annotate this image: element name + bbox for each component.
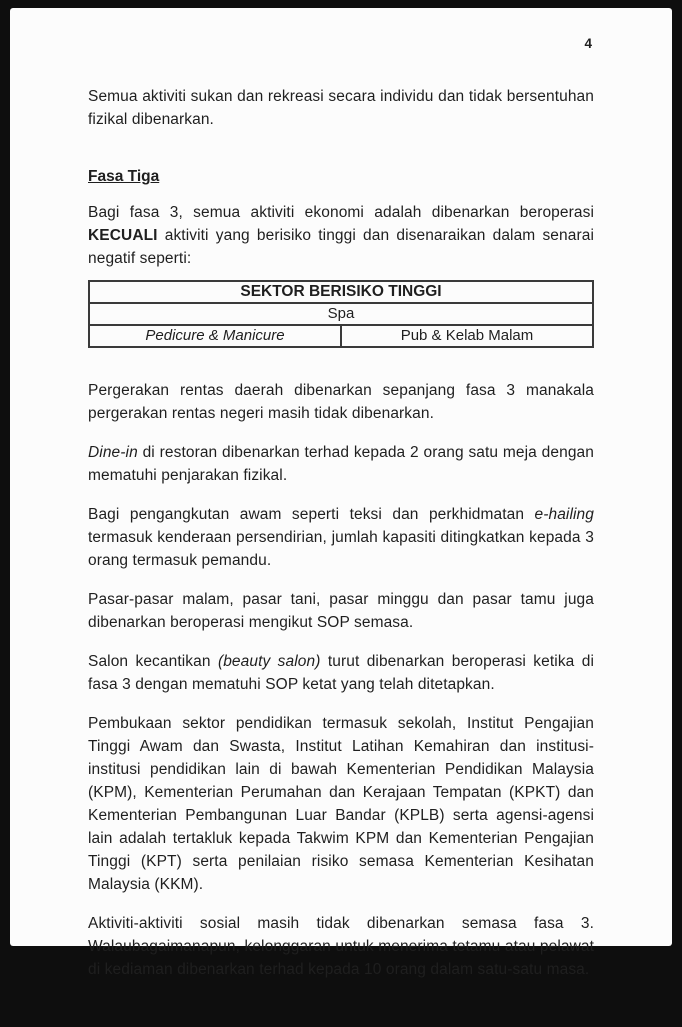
paragraph-sukan-rekreasi: Semua aktiviti sukan dan rekreasi secara individu dan tidak bersentuhan fizikal dibenarkan. xyxy=(88,88,594,128)
dine-in-italic-text: Dine-in xyxy=(88,444,138,461)
paragraph-pengangkutan-awam xyxy=(88,503,594,572)
beauty-salon-italic-text: (beauty salon) xyxy=(217,653,321,670)
page-number: 4 xyxy=(584,36,592,51)
paragraph-pembukaan-pendidikan: Pembukaan sektor pendidikan termasuk sekolah, Institut Pengajian Tinggi Awam dan Swasta, Institut Latihan Kemahiran dan institusi-institusi pendidikan lain di bawah Kementerian Pendidikan Malaysia (KPM), Kementerian Perumahan dan Kerajaan Tempatan (KPKT) dan Kementerian Pembangunan Luar Bandar (KPLB) serta agensi-agensi lain adalah tertakluk kepada Takwim KPM dan Kementerian Pengajian Tinggi (KPT) serta penilaian risiko semasa Kementerian Kesihatan Malaysia (KKM). xyxy=(88,715,594,893)
section-heading-fasa-tiga: Fasa Tiga xyxy=(88,168,160,185)
text-run: aktiviti yang berisiko tinggi dan disenaraikan dalam senarai negatif seperti: xyxy=(88,227,594,267)
paragraph-pasar: Pasar-pasar malam, pasar tani, pasar minggu dan pasar tamu juga dibenarkan beroperasi mengikut SOP semasa. xyxy=(88,591,594,631)
table-header-cell: SEKTOR BERISIKO TINGGI xyxy=(89,281,593,303)
table-row-spa xyxy=(89,303,593,325)
paragraph-bagi-fasa-3 xyxy=(88,201,594,270)
paragraph-dine-in xyxy=(88,441,594,487)
table-row-split xyxy=(89,325,593,347)
table-cell-pedicure-manicure: Pedicure & Manicure xyxy=(89,325,341,347)
paragraph-pergerakan-rentas: Pergerakan rentas daerah dibenarkan sepanjang fasa 3 manakala pergerakan rentas negeri masih tidak dibenarkan. xyxy=(88,382,594,422)
text-run: Bagi pengangkutan awam seperti teksi dan perkhidmatan xyxy=(88,506,535,523)
page-content xyxy=(10,8,672,1027)
text-run: di restoran dibenarkan terhad kepada 2 orang satu meja dengan mematuhi penjarakan fizikal. xyxy=(88,444,594,484)
table-cell-spa: Spa xyxy=(89,303,593,325)
text-run: Salon kecantikan xyxy=(88,653,218,670)
text-run: Bagi fasa 3, semua aktiviti ekonomi adalah dibenarkan beroperasi xyxy=(88,204,594,221)
text-run: termasuk kenderaan persendirian, jumlah kapasiti ditingkatkan kepada 3 orang termasuk pemandu. xyxy=(88,529,594,569)
table-row-header xyxy=(89,281,593,303)
paragraph-aktiviti-sosial: Aktiviti-aktiviti sosial masih tidak dibenarkan semasa fasa 3. Walaubagaimanapun, kelonggaran untuk menerima tetamu atau pelawat di kediaman dibenarkan terhad kepada 10 orang dalam satu-satu masa. xyxy=(88,915,594,978)
document-page xyxy=(10,8,672,978)
high-risk-sector-table xyxy=(88,280,594,348)
e-hailing-italic-text: e-hailing xyxy=(534,506,594,523)
text-run: turut dibenarkan beroperasi ketika di fasa 3 dengan mematuhi SOP ketat yang telah ditetapkan. xyxy=(88,653,595,693)
paragraph-salon-kecantikan xyxy=(88,650,594,696)
kecuali-bold-text: KECUALI xyxy=(88,227,158,244)
table-cell-pub-kelab: Pub & Kelab Malam xyxy=(341,325,593,347)
